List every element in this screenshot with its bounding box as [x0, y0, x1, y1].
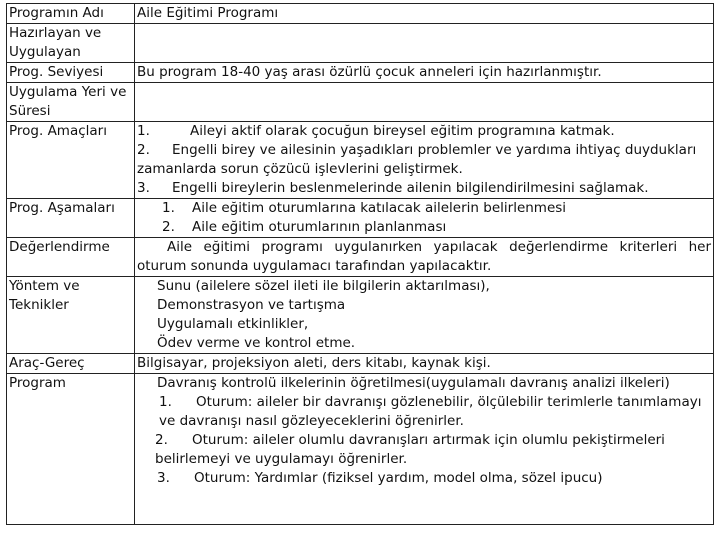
list-text: Oturum: aileler bir davranışı gözlenebilir, ölçülebilir terimlerle tanımlamayı ve davranışı nasıl gözleyeceklerini öğrenirler. [159, 394, 702, 429]
stages-cell [135, 199, 714, 238]
table-row [7, 63, 714, 83]
methods-cell [135, 277, 714, 354]
table-row [7, 4, 714, 24]
row-label: Prog. Amaçları [7, 122, 135, 199]
list-item: Uygulamalı etkinlikler, [157, 316, 309, 332]
program-table [6, 3, 714, 525]
table-row [7, 199, 714, 238]
list-number: 2. [162, 219, 175, 235]
list-text: Oturum: Yardımlar (fiziksel yardım, model olma, sözel ipucu) [194, 470, 603, 486]
list-number: 2. [137, 142, 150, 158]
list-item: Ödev verme ve kontrol etme. [157, 335, 356, 351]
level-value: Bu program 18-40 yaş arası özürlü çocuk anneleri için hazırlanmıştır. [135, 63, 714, 83]
list-number: 1. [159, 394, 172, 410]
row-label: Değerlendirme [7, 238, 135, 277]
list-item: Sunu (ailelere sözel ileti ile bilgilerin aktarılması), [157, 278, 490, 294]
place-duration-value [135, 83, 714, 122]
list-item [137, 141, 711, 179]
list-item: Demonstrasyon ve tartışma [157, 297, 346, 313]
list-item [137, 199, 711, 218]
row-label: Araç-Gereç [7, 354, 135, 374]
table-row [7, 374, 714, 525]
table-row [7, 83, 714, 122]
list-item [137, 469, 711, 488]
list-number: 2. [155, 432, 168, 448]
tools-value: Bilgisayar, projeksiyon aleti, ders kitabı, kaynak kişi. [135, 354, 714, 374]
evaluation-value [135, 238, 714, 277]
row-label: Hazırlayan ve Uygulayan [7, 24, 135, 63]
row-label: Programın Adı [7, 4, 135, 24]
list-text: Aileyi aktif olarak çocuğun bireysel eğitim programına katmak. [190, 123, 615, 139]
list-item [137, 218, 711, 237]
list-number: 3. [157, 470, 170, 486]
list-item [137, 393, 711, 431]
table-row [7, 24, 714, 63]
evaluation-text: Aile eğitimi programı uygulanırken yapılacak değerlendirme kriterleri her oturum sonunda uygulamacı tarafından yapılacaktır. [137, 239, 711, 274]
row-label: Program [7, 374, 135, 525]
list-item [137, 122, 711, 141]
prepared-by-value [135, 24, 714, 63]
list-number: 3. [137, 180, 150, 196]
row-label: Prog. Seviyesi [7, 63, 135, 83]
table-row [7, 277, 714, 354]
program-cell [135, 374, 714, 525]
list-text: Oturum: aileler olumlu davranışları artırmak için olumlu pekiştirmeleri belirlemeyi ve uygulamayı öğrenirler. [155, 432, 665, 467]
table-row [7, 238, 714, 277]
row-label: Yöntem ve Teknikler [7, 277, 135, 354]
list-text: Aile eğitim oturumlarına katılacak ailelerin belirlenmesi [192, 200, 567, 216]
list-item [137, 179, 711, 198]
program-name-value: Aile Eğitimi Programı [135, 4, 714, 24]
list-text: Engelli bireylerin beslenmelerinde ailenin bilgilendirilmesini sağlamak. [172, 180, 649, 196]
table-row [7, 354, 714, 374]
aims-cell [135, 122, 714, 199]
list-text: Engelli birey ve ailesinin yaşadıkları problemler ve yardıma ihtiyaç duydukları zamanlarda sorun çözücü işlevlerini geliştirmek. [137, 142, 697, 177]
table-row [7, 122, 714, 199]
program-intro: Davranış kontrolü ilkelerinin öğretilmesi(uygulamalı davranış analizi ilkeleri) [157, 375, 670, 391]
list-number: 1. [162, 200, 175, 216]
list-text: Aile eğitim oturumlarının planlanması [192, 219, 447, 235]
row-label: Prog. Aşamaları [7, 199, 135, 238]
row-label: Uygulama Yeri ve Süresi [7, 83, 135, 122]
list-number: 1. [137, 123, 150, 139]
list-item [137, 431, 711, 469]
